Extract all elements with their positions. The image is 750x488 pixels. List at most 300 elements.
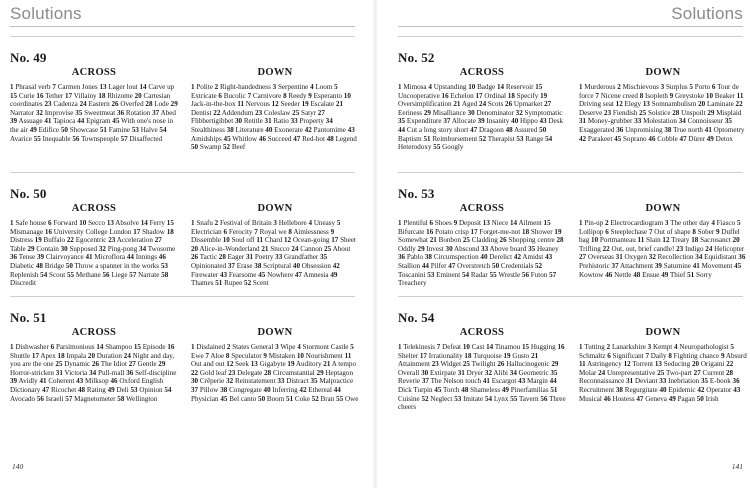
- clue-number: 16: [167, 343, 175, 351]
- across-heading: ACROSS: [459, 203, 505, 214]
- clue-answer: Misplaid: [716, 108, 742, 117]
- clue-number: 8: [225, 351, 230, 360]
- clue-number: 26: [497, 360, 505, 369]
- clue-number: 42: [579, 134, 587, 143]
- clue-number: 4: [310, 83, 314, 91]
- clue-answer: Kempt: [652, 343, 673, 351]
- clue-answer: Pablo: [406, 253, 424, 262]
- down-column: [579, 203, 747, 279]
- clue-answer: Liege: [111, 270, 128, 279]
- clue-number: 49: [706, 134, 714, 143]
- clue-answer: Tense: [18, 253, 36, 262]
- clue-number: 2: [605, 219, 609, 227]
- clue-answer: Surplus: [665, 83, 688, 91]
- clue-answer: Ping-pong: [107, 244, 138, 253]
- puzzle-rule: [10, 172, 355, 173]
- clue-answer: Inequable: [42, 134, 71, 143]
- clue-number: 12: [226, 360, 234, 369]
- clue-answer: Murderous: [584, 83, 616, 91]
- clue-answer: Turquoise: [473, 351, 502, 360]
- clue-number: 10: [468, 83, 476, 91]
- clue-answer: Legend: [335, 134, 357, 143]
- clue-answer: Parsimonious: [55, 343, 95, 351]
- clue-answer: Townspeople: [81, 134, 119, 143]
- clue-number: 53: [427, 270, 435, 279]
- clue-number: 19: [554, 227, 562, 236]
- clue-answer: Contain: [36, 244, 59, 253]
- clue-number: 19: [34, 236, 42, 245]
- clue-answer: Fiendish: [612, 108, 638, 117]
- clue-number: 43: [76, 377, 84, 386]
- clue-number: 24: [291, 244, 299, 253]
- clue-number: 25: [292, 108, 300, 117]
- clue-answer: Parakeet: [587, 134, 613, 143]
- puzzle-title: No. 50: [10, 186, 47, 201]
- page-number: 140: [12, 462, 24, 471]
- clue-answer: Shuttle: [10, 351, 31, 360]
- clue-number: 39: [477, 117, 485, 126]
- clue-answer: Loom: [315, 83, 333, 91]
- clue-number: 44: [398, 125, 406, 134]
- clue-number: 26: [111, 100, 119, 109]
- clue-number: 32: [484, 368, 493, 377]
- clue-number: 38: [220, 385, 228, 394]
- clue-answer: Tavern: [518, 394, 539, 403]
- clue-number: 40: [265, 125, 273, 134]
- clue-answer: Night and day, you are the one: [10, 351, 175, 369]
- clue-answer: Boom: [266, 394, 285, 403]
- clue-number: 48: [326, 134, 334, 143]
- clue-answer: Abscond: [454, 244, 480, 253]
- clue-number: 18: [57, 351, 65, 360]
- clue-answer: Epigram: [86, 117, 111, 126]
- clue-answer: Duffel bag: [579, 227, 740, 245]
- clue-number: 4: [308, 219, 313, 227]
- clue-number: 1: [191, 343, 195, 351]
- clue-number: 12: [623, 360, 631, 369]
- clue-answer: Electrocardiogram: [610, 219, 664, 227]
- clue-number: 27: [154, 236, 162, 245]
- clue-answer: Musical: [579, 394, 602, 403]
- clue-number: 30: [445, 244, 453, 253]
- clue-number: 29: [551, 360, 559, 369]
- clue-answer: Pantomime: [313, 125, 346, 134]
- clue-number: 40: [480, 253, 488, 262]
- clue-answer: Distress: [10, 236, 33, 245]
- clue-answer: Eeriness: [398, 108, 423, 117]
- down-answers: [191, 83, 359, 152]
- clue-number: 18: [98, 91, 106, 100]
- clue-number: 45: [734, 261, 742, 270]
- down-column: [191, 203, 359, 288]
- clue-answer: Treaty: [671, 236, 690, 245]
- clue-answer: Replenish: [10, 270, 39, 279]
- clue-number: 13: [99, 83, 107, 91]
- clue-answer: Narrator: [10, 108, 35, 117]
- clue-number: 55: [33, 134, 41, 143]
- clue-number: 37: [191, 385, 199, 394]
- clue-answer: Retitle: [243, 117, 263, 126]
- clue-number: 37: [152, 108, 160, 117]
- clue-answer: Scriptural: [263, 261, 292, 270]
- clue-number: 45: [614, 134, 622, 143]
- puzzle-50: [10, 172, 355, 296]
- clue-answer: Bonbon: [438, 236, 462, 245]
- clue-answer: Treachery: [398, 279, 427, 288]
- down-answers: [579, 343, 747, 403]
- clue-answer: Fiasco: [716, 219, 736, 227]
- clue-number: 35: [310, 377, 318, 386]
- clue-answer: Solstice: [648, 108, 671, 117]
- clue-answer: Absolve: [115, 219, 139, 227]
- clue-answer: Electrician: [191, 227, 222, 236]
- clue-answer: Crêperie: [199, 377, 225, 386]
- clue-answer: Pilfer: [430, 261, 447, 270]
- clue-answer: Porto: [694, 83, 711, 91]
- clue-number: 48: [461, 385, 469, 394]
- clue-answer: Therapist: [487, 134, 515, 143]
- clue-answer: Range: [525, 134, 544, 143]
- clue-number: 7: [436, 343, 441, 351]
- clue-number: 22: [735, 100, 743, 109]
- clue-answer: Beaker: [714, 91, 735, 100]
- clue-number: 55: [336, 394, 344, 403]
- clue-answer: Bucolic: [223, 91, 246, 100]
- clue-number: 17: [331, 236, 339, 245]
- clue-answer: Discredit: [10, 279, 37, 288]
- clue-answer: Grandfather: [284, 253, 319, 262]
- clue-answer: Right-handedness: [220, 83, 271, 91]
- clue-number: 9: [453, 219, 458, 227]
- clue-answer: Hellebore: [278, 219, 307, 227]
- clue-number: 11: [256, 236, 264, 245]
- clue-number: 5: [334, 83, 338, 91]
- clue-number: 43: [347, 125, 355, 134]
- clue-number: 15: [535, 83, 543, 91]
- clue-number: 11: [736, 91, 744, 100]
- clue-answer: Out of shape: [654, 227, 691, 236]
- clue-answer: Royal we: [259, 227, 287, 236]
- clue-number: 34: [139, 244, 147, 253]
- clue-answer: E-book: [709, 377, 731, 386]
- clue-number: 57: [129, 270, 137, 279]
- clue-number: 13: [106, 219, 114, 227]
- clue-answer: Cuisine: [398, 394, 420, 403]
- clue-answer: Dragoon: [479, 125, 504, 134]
- clue-answer: Operator: [706, 385, 732, 394]
- clue-answer: Badge: [477, 83, 496, 91]
- clue-number: 6: [429, 219, 434, 227]
- clue-number: 46: [648, 134, 656, 143]
- clue-answer: Sober: [697, 227, 715, 236]
- puzzle-title: No. 54: [398, 310, 435, 325]
- clue-answer: Poetry: [254, 253, 274, 262]
- clue-answer: Isopleth: [645, 91, 668, 100]
- clue-answer: Overstretch: [457, 261, 491, 270]
- puzzle-54: [398, 296, 747, 456]
- clue-number: 19: [540, 91, 548, 100]
- clue-answer: Thief: [669, 270, 686, 279]
- down-column: [579, 327, 747, 403]
- clue-number: 36: [398, 253, 406, 262]
- clue-answer: Portmanteau: [599, 236, 636, 245]
- clue-number: 1: [579, 219, 583, 227]
- clue-answer: Amidst: [522, 253, 544, 262]
- clue-answer: Origami: [700, 360, 725, 369]
- clue-number: 41: [44, 117, 52, 126]
- puzzle-title: No. 52: [398, 50, 435, 65]
- clue-number: 6: [218, 91, 222, 100]
- clue-number: 49: [107, 385, 115, 394]
- clue-number: 6: [605, 227, 609, 236]
- clue-number: 3: [647, 343, 652, 351]
- puzzle-rule: [10, 36, 355, 37]
- clue-answer: Movement: [701, 261, 733, 270]
- clue-number: 26: [505, 100, 513, 109]
- clue-number: 51: [286, 394, 294, 403]
- clue-number: 2: [226, 343, 231, 351]
- clue-answer: Money-grubber: [587, 117, 633, 126]
- clue-answer: Lollipop: [579, 227, 604, 236]
- clue-answer: Gusto: [512, 351, 530, 360]
- clue-answer: Reservoir: [505, 83, 534, 91]
- clue-number: 42: [332, 261, 340, 270]
- clue-number: 2: [606, 343, 611, 351]
- clue-answer: True north: [673, 125, 703, 134]
- clue-number: 44: [549, 377, 557, 386]
- clue-number: 23: [604, 108, 612, 117]
- clue-answer: Assuage: [18, 117, 43, 126]
- clue-number: 54: [159, 125, 167, 134]
- clue-number: 46: [605, 270, 613, 279]
- clue-answer: Schmaltz: [579, 351, 606, 360]
- clue-number: 56: [36, 394, 44, 403]
- clue-answer: Delegate: [237, 368, 263, 377]
- clue-answer: Attainment: [398, 360, 430, 369]
- clue-number: 50: [191, 143, 199, 152]
- across-column: [398, 67, 566, 152]
- clue-number: 10: [296, 351, 304, 360]
- clue-number: 7: [247, 91, 252, 100]
- clue-number: 28: [264, 368, 272, 377]
- clue-number: 48: [35, 261, 43, 270]
- clue-number: 38: [424, 253, 432, 262]
- across-heading: ACROSS: [459, 327, 505, 338]
- clue-number: 9: [263, 351, 267, 360]
- clue-number: 32: [98, 244, 106, 253]
- down-heading: DOWN: [257, 327, 293, 338]
- clue-number: 44: [77, 117, 85, 126]
- clue-number: 31: [457, 368, 465, 377]
- clue-number: 21: [531, 351, 539, 360]
- clue-answer: Defeat: [442, 343, 462, 351]
- clue-number: 4: [428, 83, 432, 91]
- clue-number: 41: [704, 125, 712, 134]
- clue-answer: Saturnine: [663, 261, 691, 270]
- clue-answer: Cannon: [300, 244, 323, 253]
- clue-answer: Overfed: [120, 100, 144, 109]
- clue-answer: Bridge: [44, 261, 64, 270]
- clue-number: 24: [705, 244, 713, 253]
- clue-answer: Ethereal: [308, 385, 332, 394]
- clue-number: 42: [697, 385, 705, 394]
- clue-number: 11: [237, 100, 245, 109]
- clue-number: 15: [10, 91, 18, 100]
- clue-answer: The Nelson touch: [430, 377, 482, 386]
- clue-answer: Mistaken: [268, 351, 296, 360]
- clue-number: 16: [441, 91, 449, 100]
- clue-number: 48: [633, 270, 641, 279]
- clue-number: 44: [421, 261, 429, 270]
- clue-answer: Deposit: [458, 219, 482, 227]
- clue-answer: Expenditure: [406, 117, 442, 126]
- puzzle-rule: [398, 172, 743, 173]
- clue-answer: Assured: [514, 125, 538, 134]
- clue-answer: Pull-mall: [98, 368, 125, 377]
- clue-answer: Detox: [715, 134, 733, 143]
- clue-number: 10: [591, 236, 599, 245]
- clue-answer: Heptagon: [325, 368, 354, 377]
- clue-answer: Diabetic: [10, 261, 35, 270]
- clue-number: 33: [481, 244, 489, 253]
- clue-answer: Carnivore: [252, 91, 282, 100]
- clue-number: 6: [48, 219, 52, 227]
- clue-number: 7: [595, 91, 599, 100]
- down-heading: DOWN: [645, 327, 681, 338]
- clue-number: 24: [598, 368, 606, 377]
- clue-answer: Extricate: [191, 91, 217, 100]
- clue-answer: Shadow: [142, 227, 165, 236]
- clue-answer: Invest: [426, 244, 444, 253]
- clue-number: 33: [659, 377, 667, 386]
- clue-number: 29: [707, 108, 715, 117]
- clue-answer: Bifurcate: [398, 227, 425, 236]
- clue-number: 49: [330, 270, 338, 279]
- clue-answer: Toscanini: [398, 270, 426, 279]
- clue-answer: Obsession: [301, 261, 331, 270]
- clue-number: 16: [426, 227, 434, 236]
- clue-answer: Jack-in-the-box: [191, 100, 236, 109]
- clue-answer: Coherent: [48, 377, 75, 386]
- clue-number: 17: [475, 91, 483, 100]
- clue-number: 45: [434, 385, 442, 394]
- clue-number: 36: [616, 125, 624, 134]
- clue-number: 55: [66, 270, 75, 279]
- clue-number: 25: [462, 360, 470, 369]
- clue-answer: Scout: [49, 270, 66, 279]
- clue-number: 31: [579, 117, 587, 126]
- clue-answer: Somewhat: [398, 236, 428, 245]
- clue-number: 28: [556, 236, 564, 245]
- clue-number: 5: [730, 343, 734, 351]
- clue-number: 14: [486, 343, 494, 351]
- clue-number: 52: [479, 134, 487, 143]
- clue-number: 35: [550, 368, 558, 377]
- clue-number: 15: [166, 219, 174, 227]
- clue-number: 53: [131, 125, 139, 134]
- clue-number: 1: [191, 219, 195, 227]
- clue-number: 51: [687, 270, 695, 279]
- down-column: [579, 67, 747, 143]
- down-answers: [191, 343, 359, 403]
- puzzle-rule: [398, 296, 743, 297]
- across-answers: [10, 83, 178, 143]
- clue-number: 4: [674, 343, 678, 351]
- clue-answer: Daily: [650, 351, 667, 360]
- clue-number: 22: [66, 236, 74, 245]
- clue-answer: Magnetometer: [74, 394, 116, 403]
- clue-number: 38: [664, 125, 672, 134]
- clue-answer: Forward: [53, 219, 78, 227]
- clue-number: 21: [323, 360, 331, 369]
- clue-answer: Ocean-going: [292, 236, 330, 245]
- clue-answer: Escargot: [491, 377, 517, 386]
- clue-number: 48: [78, 385, 86, 394]
- clue-answer: Distract: [286, 377, 309, 386]
- clue-number: 1: [398, 343, 402, 351]
- clue-answer: Desk: [548, 117, 563, 126]
- clue-answer: Malpractice: [319, 377, 354, 386]
- clue-answer: Overseas: [587, 253, 614, 262]
- clue-number: 54: [164, 385, 172, 394]
- clue-number: 52: [222, 143, 231, 152]
- clue-number: 25: [55, 360, 63, 369]
- clue-answer: Specify: [516, 91, 539, 100]
- clue-number: 2: [617, 83, 621, 91]
- clue-answer: Ratio: [273, 117, 289, 126]
- clue-number: 17: [133, 227, 141, 236]
- clue-answer: Trifling: [579, 244, 601, 253]
- clue-answer: Abed: [160, 108, 176, 117]
- clue-answer: Out, out, brief candle!: [611, 244, 675, 253]
- down-answers: [191, 219, 359, 288]
- clue-answer: Out and out: [191, 360, 225, 369]
- clue-number: 14: [96, 343, 104, 351]
- clue-number: 7: [205, 351, 209, 360]
- clue-number: 28: [672, 108, 680, 117]
- clue-number: 57: [65, 394, 73, 403]
- clue-answer: Imitate: [463, 394, 484, 403]
- clue-number: 30: [234, 117, 243, 126]
- clue-number: 16: [557, 343, 565, 351]
- clue-answer: Uneasy: [313, 219, 336, 227]
- clue-number: 45: [112, 117, 120, 126]
- clue-number: 5: [736, 219, 741, 227]
- clue-answer: Pillow: [199, 385, 219, 394]
- clue-answer: Avocado: [10, 394, 36, 403]
- clue-number: 32: [35, 108, 43, 117]
- clue-number: 14: [496, 83, 505, 91]
- clue-answer: Victoria: [64, 368, 88, 377]
- clue-answer: Mimosa: [403, 83, 427, 91]
- clue-answer: Tour de force: [579, 83, 739, 100]
- clue-answer: Somnambulism: [651, 100, 697, 109]
- clue-answer: Ricochet: [51, 385, 77, 394]
- clue-answer: Cladding: [471, 236, 498, 245]
- clue-number: 56: [102, 270, 110, 279]
- across-column: [398, 327, 566, 412]
- clue-answer: Mismanage: [10, 227, 44, 236]
- clue-answer: Apex: [40, 351, 56, 360]
- clue-number: 41: [39, 377, 47, 386]
- across-answers: [398, 343, 566, 412]
- clue-number: 8: [668, 351, 672, 360]
- clue-answer: A tempo: [331, 360, 357, 369]
- clue-answer: Shameless: [470, 385, 501, 394]
- clue-number: 18: [507, 91, 515, 100]
- clue-answer: Shelter: [398, 351, 419, 360]
- puzzle-rule: [398, 36, 743, 37]
